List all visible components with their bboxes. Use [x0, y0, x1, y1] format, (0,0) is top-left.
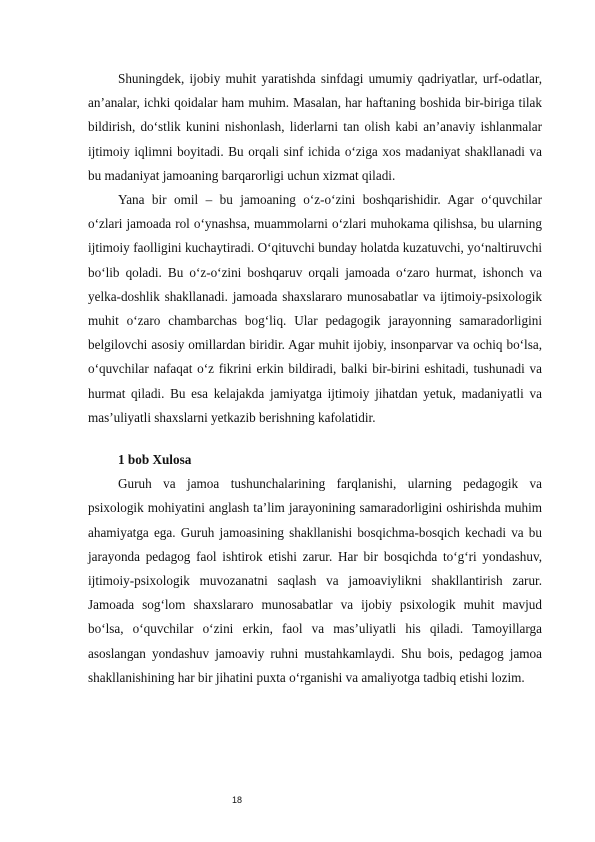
section-heading: 1 bob Xulosa	[118, 452, 192, 468]
page-content	[88, 67, 542, 690]
paragraph-spacer	[88, 430, 542, 448]
page-number: 18	[232, 795, 243, 805]
body-paragraph: Shuningdek, ijobiy muhit yaratishda sinfdagi umumiy qadriyatlar, urf-odatlar, an’analar, ichki qoidalar ham muhim. Masalan, har haftaning boshida bir-biriga tilak bildirish, do‘stlik kunini nishonlash, liderlarni tan olish kabi an’anaviy ishlanmalar ijtimoiy iqlimni boyitadi. Bu orqali sinf ichida o‘ziga xos madaniyat shakllanadi va bu madaniyat jamoaning barqarorligi uchun xizmat qiladi.	[88, 71, 542, 183]
summary-paragraph: Guruh va jamoa tushunchalarining farqlanishi, ularning pedagogik va psixologik mohiyatini anglash ta’lim jarayonining samaradorligini oshirishda muhim ahamiyatga ega. Guruh jamoasining shakllanishi bosqichma-bosqich kechadi va bu jarayonda pedagog faol ishtirok etishi zarur. Har bir bosqichda to‘g‘ri yondashuv, ijtimoiy-psixologik muvozanatni saqlash va jamoaviylikni shakllantirish zarur. Jamoada sog‘lom shaxslararo munosabatlar va ijobiy psixologik muhit mavjud bo‘lsa, o‘quvchilar o‘zini erkin, faol va mas’uliyatli his qiladi. Tamoyillarga asoslangan yondashuv jamoaviy ruhni mustahkamlaydi. Shu bois, pedagog jamoa shakllanishining har bir jihatini puxta o‘rganishi va amaliyotga tadbiq etishi lozim.	[88, 476, 542, 685]
body-paragraph: Yana bir omil – bu jamoaning o‘z-o‘zini boshqarishidir. Agar o‘quvchilar o‘zlari jamoada rol o‘ynashsa, muammolarni o‘zlari muhokama qilishsa, bu ularning ijtimoiy faolligini kuchaytiradi. O‘qituvchi bunday holatda kuzatuvchi, yo‘naltiruvchi bo‘lib qoladi. Bu o‘z-o‘zini boshqaruv orqali jamoada o‘zaro hurmat, ishonch va yelka-doshlik shakllanadi. jamoada shaxslararo munosabatlar va ijtimoiy-psixologik muhit o‘zaro chambarchas bog‘liq. Ular pedagogik jarayonning samaradorligini belgilovchi asosiy omillardan biridir. Agar muhit ijobiy, insonparvar va ochiq bo‘lsa, o‘quvchilar nafaqat o‘z fikrini erkin bildiradi, balki bir-birini eshitadi, tushunadi va hurmat qiladi. Bu esa kelajakda jamiyatga ijtimoiy jihatdan yetuk, madaniyatli va mas’uliyatli shaxslarni yetkazib berishning kafolatidir.	[88, 192, 542, 425]
